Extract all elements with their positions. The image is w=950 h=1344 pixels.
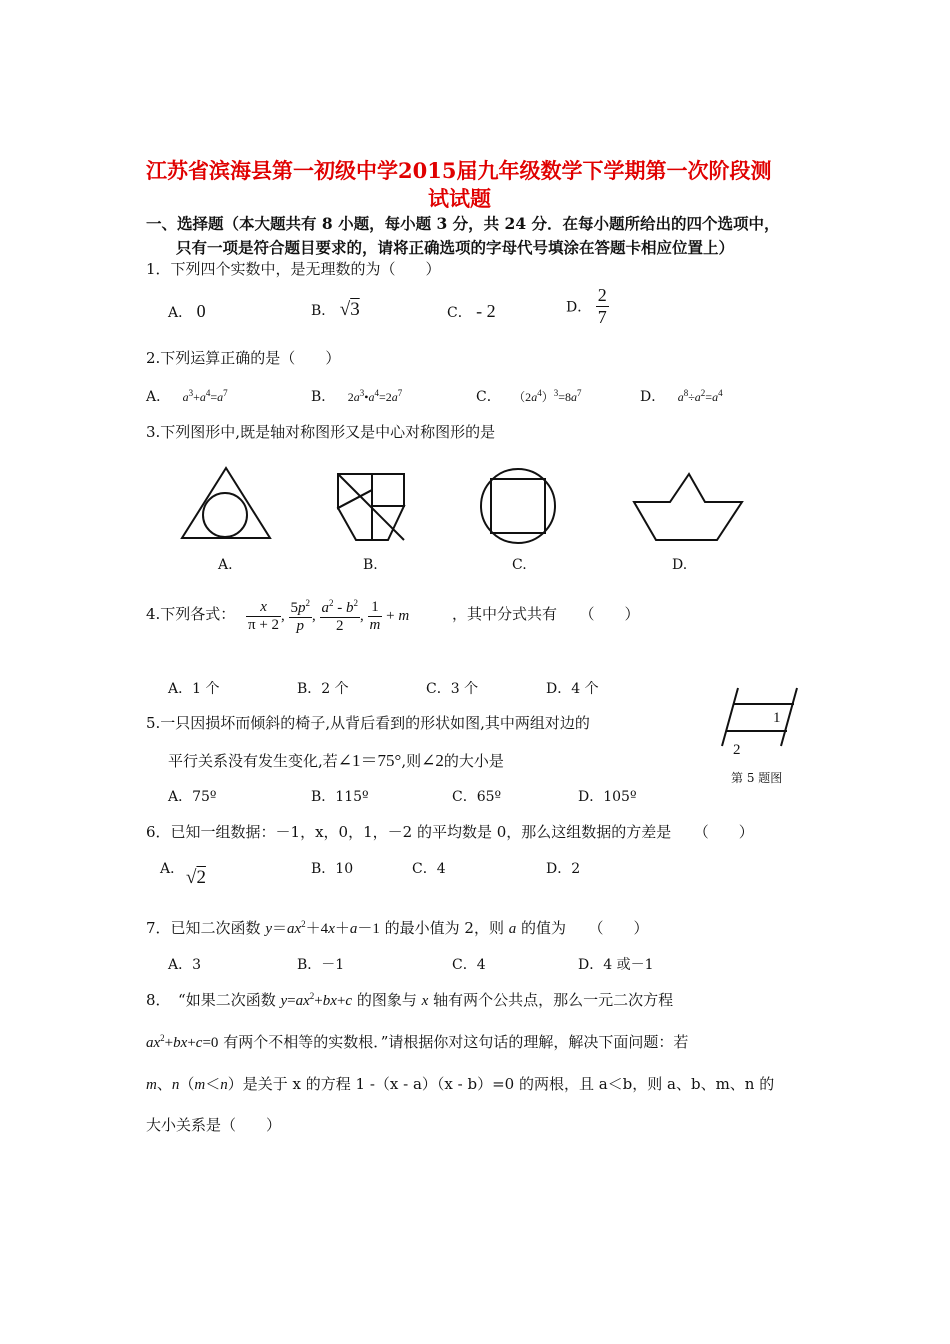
q8-line3-text: 是关于 x 的方程 1 -（x - a）（x - b）=0 的两根，且 a＜b，则 a、b、m、n 的 xyxy=(242,1075,775,1093)
q2-option-a-label: A． xyxy=(146,389,171,405)
q4-option-a: A．1 个 xyxy=(168,681,220,697)
q8-line1-end: 轴有两个公共点，那么一元二次方程 xyxy=(428,991,674,1009)
q4-option-b: B．2 个 xyxy=(297,681,349,697)
q4-option-c: C．3 个 xyxy=(426,681,479,697)
q8-line1: 8． “如果二次函数 $y=ax^2+bx+c$ 的图象与 x 轴有两个公共点，那么一元二次方程 xyxy=(146,991,674,1009)
q3-figure-b xyxy=(338,474,404,540)
q5-figure-label-1: 1 xyxy=(773,710,781,726)
q6-option-b: B．10 xyxy=(311,861,354,877)
q5-option-b: B．115º xyxy=(311,789,369,805)
q5-option-a: A．75º xyxy=(168,789,217,805)
q5-stem-line2-mid: ,则 xyxy=(401,752,422,770)
page-title-line1: 江苏省滨海县第一初级中学2015届九年级数学下学期第一次阶段测 xyxy=(146,158,772,183)
q3-label-b: B. xyxy=(363,557,378,573)
q1-stem: 1．下列四个实数中，是无理数的为（ ） xyxy=(146,260,441,278)
q5-figure-label-2: 2 xyxy=(733,742,741,758)
q7-option-a: A．3 xyxy=(168,957,202,973)
q8-line4: 大小关系是（ ） xyxy=(146,1116,282,1134)
q2-option-c: C． $(2a^4)^3=8a^7$ xyxy=(476,388,582,405)
q5-stem-line2 xyxy=(168,746,504,771)
q5-angle-1: ∠1＝75° xyxy=(337,751,402,770)
q7-stem-prefix: 7．已知二次函数 xyxy=(146,919,266,937)
q8-line2: $ax^2+bx+c=0$ 有两个不相等的实数根．”请根据你对这句话的理解，解决下面问题：若 xyxy=(146,1033,689,1051)
q2-option-a: A． $a^3+a^4=a^7$ xyxy=(146,388,228,405)
q5-stem-line2-end: 的大小是 xyxy=(443,752,504,770)
q6-option-a-radicand: 2 xyxy=(196,867,206,888)
q4-stem-prefix: 4.下列各式： xyxy=(146,605,236,623)
q1-option-b-radicand: 3 xyxy=(350,299,360,320)
q7-stem: 7．已知二次函数 $y=ax^2+4x+a-1$ 的最小值为 2，则 a 的值为 （ ） xyxy=(146,919,649,937)
q5-stem-line2-prefix: 平行关系没有发生变化,若 xyxy=(168,752,338,770)
q1-option-a-label: A． xyxy=(168,305,193,321)
q8-line2-text: 有两个不相等的实数根．”请根据你对这句话的理解，解决下面问题：若 xyxy=(218,1033,689,1051)
q5-figure-caption: 第 5 题图 xyxy=(731,771,783,785)
q1-option-a-value: 0 xyxy=(196,301,206,321)
q3-label-c: C. xyxy=(512,557,527,573)
q1-option-d-denominator: 7 xyxy=(597,307,607,327)
q2-option-d: D． $a^8\div a^2=a^4$ xyxy=(640,388,723,405)
q6-option-c: C．4 xyxy=(412,861,446,877)
q7-option-d: D．4 或－1 xyxy=(578,957,654,973)
q5-option-c: C．65º xyxy=(452,789,502,805)
q5-stem-line1: 5.一只因损坏而倾斜的椅子,从背后看到的形状如图,其中两组对边的 xyxy=(146,714,590,732)
q3-figure-d xyxy=(634,474,742,540)
q3-label-a: A. xyxy=(218,557,233,573)
q6-stem: 6．已知一组数据：－1，x，0，1，－2 的平均数是 0，那么这组数据的方差是 （ ） xyxy=(146,823,754,841)
q7-stem-mid: 的最小值为 2，则 xyxy=(379,919,509,937)
q6-option-a-sqrt: √2 xyxy=(186,867,206,888)
q1-option-b-sqrt: √3 xyxy=(339,299,360,320)
q8-line1-mid: 的图象与 xyxy=(352,991,422,1009)
q7-option-c: C．4 xyxy=(452,957,486,973)
q6-option-a-label: A． xyxy=(160,861,185,877)
section-header-line2: 只有一项是符合题目要求的，请将正确选项的字母代号填涂在答题卡相应位置上） xyxy=(176,238,735,257)
q5-angle-2: ∠2 xyxy=(421,751,444,770)
q8-line1-prefix: 8． “如果二次函数 xyxy=(146,991,281,1009)
q4-option-d: D．4 个 xyxy=(546,681,599,697)
q2-stem: 2.下列运算正确的是（ ） xyxy=(146,349,341,367)
q2-option-b: B． $2a^3•a^4=2a^7$ xyxy=(311,388,403,405)
q1-option-c-value: - 2 xyxy=(476,301,496,321)
q8-line3: m、n（m＜n）是关于 x 的方程 1 -（x - a）（x - b）=0 的两根，且 a＜b，则 a、b、m、n 的 xyxy=(146,1075,775,1093)
q3-figure-a xyxy=(182,468,270,538)
q3-stem: 3.下列图形中,既是轴对称图形又是中心对称图形的是 xyxy=(146,423,496,441)
q6-option-d: D．2 xyxy=(546,861,581,877)
q7-option-b: B．－1 xyxy=(297,957,345,973)
q4-expressions: $\frac{x}{\pi + 2}$ , $\frac{5p^2}{p}$ , $\frac{a^2 - b^2}{2}$ , $\frac{1}{m}$ + m xyxy=(248,598,410,634)
q3-figure-c xyxy=(481,469,555,543)
q1-option-d-label: D． xyxy=(566,299,592,316)
q1-option-c-label: C． xyxy=(447,305,472,321)
page-title-line2: 试试题 xyxy=(428,186,491,211)
q5-figure xyxy=(722,688,797,746)
q2-option-c-label: C． xyxy=(476,389,501,405)
q2-option-b-label: B． xyxy=(311,389,336,405)
q1-option-b-label: B． xyxy=(311,303,336,319)
q4-stem-suffix: ，其中分式共有 （ ） xyxy=(452,605,640,623)
section-header-line1: 一、选择题（本大题共有 8 小题，每小题 3 分，共 24 分．在每小题所给出的四个选项中， xyxy=(146,214,780,233)
q2-option-d-label: D． xyxy=(640,389,666,405)
q3-label-d: D. xyxy=(672,557,688,573)
q5-option-d: D．105º xyxy=(578,789,637,805)
q1-option-d-numerator: 2 xyxy=(597,285,607,305)
q7-stem-end: 的值为 （ ） xyxy=(516,919,649,937)
